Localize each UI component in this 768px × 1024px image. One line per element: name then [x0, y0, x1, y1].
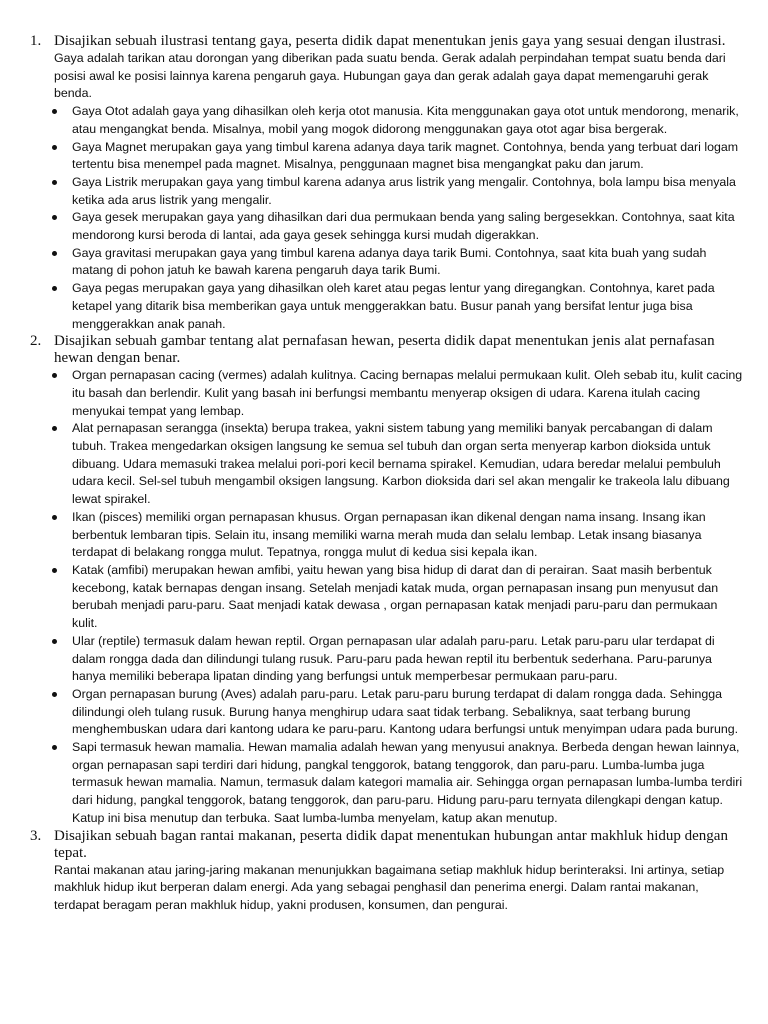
question-body	[54, 33, 744, 333]
bullet-icon	[52, 692, 57, 697]
bullet-icon	[52, 426, 57, 431]
question-body	[54, 333, 744, 827]
list-item	[52, 633, 744, 686]
list-item-text: Ikan (pisces) memiliki organ pernapasan khusus. Organ pernapasan ikan dikenal dengan nama insang. Insang ikan berbentuk lembaran tipis. Selain itu, insang memiliki warna merah muda dan selalu lembap. Letak insang biasanya terdapat di belakang rongga mulut. Tepatnya, rongga mulut di kedua sisi kepala ikan.	[72, 509, 706, 560]
question-number: 1.	[30, 33, 42, 49]
list-item	[52, 280, 744, 333]
list-item	[52, 245, 744, 280]
question-number: 2.	[30, 333, 42, 350]
list-item	[52, 103, 744, 138]
list-item-text: Gaya Magnet merupakan gaya yang timbul karena adanya daya tarik magnet. Contohnya, benda yang terbuat dari logam tertentu bisa menempel pada magnet. Misalnya, penggunaan magnet bisa mengangkat paku dan jarum.	[72, 139, 739, 172]
list-item	[52, 174, 744, 209]
question-title: Disajikan sebuah bagan rantai makanan, peserta didik dapat menentukan hubungan antar makhluk hidup dengan tepat.	[54, 827, 728, 861]
list-item-text: Alat pernapasan serangga (insekta) berupa trakea, yakni sistem tabung yang memiliki banyak percabangan di dalam tubuh. Trakea mengedarkan oksigen langsung ke semua sel tubuh dan organ serta menyerap karbon dioksida untuk dibuang. Udara memasuki trakea melalui pori-pori kecil bernama spirakel. Kemudian, udara beredar melalui pembuluh udara kecil. Sel-sel tubuh mengambil oksigen langsung. Karbon dioksida dari sel akan mengalir ke trakeola lalu dibuang lewat spirakel.	[72, 421, 730, 507]
question-number: 3.	[30, 827, 42, 844]
question-body	[54, 828, 744, 915]
list-item-text: Gaya Otot adalah gaya yang dihasilkan oleh kerja otot manusia. Kita menggunakan gaya otot untuk mendorong, menarik, atau mengangkat benda. Misalnya, mobil yang mogok didorong menggunakan gaya otot agar bisa bergerak.	[72, 104, 739, 136]
list-item-text: Ular (reptile) termasuk dalam hewan reptil. Organ pernapasan ular adalah paru-paru. Letak paru-paru ular terdapat di dalam rongga dada dan dilindungi tulang rusuk. Paru-paru pada hewan reptil itu berbentuk sederhana. Paru-parunya hanya memiliki beberapa lipatan dinding yang berfungsi untuk memperbesar permukaan paru-paru.	[72, 633, 715, 684]
list-item	[52, 509, 744, 562]
bullet-list	[54, 103, 744, 333]
list-item	[52, 562, 744, 633]
list-item-text: Organ pernapasan cacing (vermes) adalah kulitnya. Cacing bernapas melalui permukaan kulit. Oleh sebab itu, kulit cacing itu basah dan berlendir. Kulit yang basah ini berfungsi membantu menyerap oksigen di udara. Karena itulah cacing menyukai tempat yang lembap.	[72, 368, 743, 418]
question-1	[30, 33, 744, 333]
list-item-text: Gaya gravitasi merupakan gaya yang timbul karena adanya daya tarik Bumi. Contohnya, saat kita buah yang sudah matang di pohon jatuh ke bawah karena pengaruh daya tarik Bumi.	[72, 245, 707, 278]
list-item-text: Gaya pegas merupakan gaya yang dihasilkan oleh karet atau pegas lentur yang diregangkan. Contohnya, karet pada ketapel yang ditarik bisa memberikan gaya untuk menggerakkan batu. Busur panah yang bersifat lentur juga bisa menggerakkan anak panah.	[72, 281, 715, 331]
list-item-text: Sapi termasuk hewan mamalia. Hewan mamalia adalah hewan yang menyusui anaknya. Berbeda dengan hewan lainnya, organ pernapasan sapi terdiri dari hidung, pangkal tenggorok, batang tenggorok, dan paru-paru. Lumba-lumba juga termasuk hewan mamalia. Namun, termasuk dalam kategori mamalia air. Sehingga organ pernapasan lumba-lumba terdiri dari hidung, pangkal tenggorok, batang tenggorok, dan paru-paru. Hidung paru-paru ternyata dilengkapi dengan katup. Katup ini bisa menutup dan terbuka. Saat lumba-lumba menyelam, katup akan menutup.	[72, 740, 743, 825]
bullet-icon	[52, 251, 57, 256]
bullet-icon	[52, 145, 57, 150]
bullet-icon	[52, 639, 57, 644]
list-item-text: Katak (amfibi) merupakan hewan amfibi, yaitu hewan yang bisa hidup di darat dan di perairan. Saat masih berbentuk kecebong, katak bernapas dengan insang. Setelah menjadi katak muda, organ pernapasan insang pun menyusut dan berubah menjadi paru-paru. Saat menjadi katak dewasa , organ pernapasan katak menjadi paru-paru dan permukaan kulit.	[72, 562, 719, 631]
list-item-text: Organ pernapasan burung (Aves) adalah paru-paru. Letak paru-paru burung terdapat di dalam rongga dada. Sehingga dilindungi oleh tulang rusuk. Burung hanya menghirup udara saat tidak terbang. Sebaliknya, saat terbang burung menghembuskan udara dari kantong udara ke paru-paru. Kantong udara berfungsi untuk menyimpan udara pada burung.	[72, 686, 739, 737]
bullet-icon	[52, 215, 57, 220]
question-2	[30, 333, 744, 827]
list-item-text: Gaya gesek merupakan gaya yang dihasilkan dari dua permukaan benda yang saling bergesekkan. Contohnya, saat kita mendorong kursi beroda di lantai, ada gaya gesek sehingga kursi mudah digerakkan.	[72, 210, 735, 243]
bullet-list	[54, 367, 744, 827]
bullet-icon	[52, 109, 57, 114]
list-item	[52, 209, 744, 244]
question-title: Disajikan sebuah gambar tentang alat pernafasan hewan, peserta didik dapat menentukan jenis alat pernafasan hewan dengan benar.	[54, 333, 715, 367]
bullet-icon	[52, 180, 57, 185]
bullet-icon	[52, 286, 57, 291]
question-intro: Gaya adalah tarikan atau dorongan yang diberikan pada suatu benda. Gerak adalah perpindahan tempat suatu benda dari posisi awal ke posisi lainnya karena pengaruh gaya. Hubungan gaya dan gerak adalah gaya dapat memengaruhi gerak benda.	[54, 51, 726, 101]
list-item	[52, 686, 744, 739]
list-item	[52, 420, 744, 509]
bullet-icon	[52, 515, 57, 520]
list-item	[52, 367, 744, 420]
list-item-text: Gaya Listrik merupakan gaya yang timbul karena adanya arus listrik yang mengalir. Contohnya, bola lampu bisa menyala ketika ada arus listrik yang mengalir.	[72, 174, 736, 207]
question-title: Disajikan sebuah ilustrasi tentang gaya, peserta didik dapat menentukan jenis gaya yang sesuai dengan ilustrasi.	[54, 33, 726, 49]
list-item	[52, 139, 744, 174]
bullet-icon	[52, 568, 57, 573]
list-item	[52, 739, 744, 828]
question-intro: Rantai makanan atau jaring-jaring makanan menunjukkan bagaimana setiap makhluk hidup berinteraksi. Ini artinya, setiap makhluk hidup ikut berperan dalam energi. Ada yang sebagai penghasil dan penerima energi. Dalam rantai makanan, terdapat beragam peran makhluk hidup, yakni produsen, konsumen, dan pengurai.	[54, 862, 725, 912]
bullet-icon	[52, 373, 57, 378]
bullet-icon	[52, 745, 57, 750]
question-3	[30, 828, 744, 915]
